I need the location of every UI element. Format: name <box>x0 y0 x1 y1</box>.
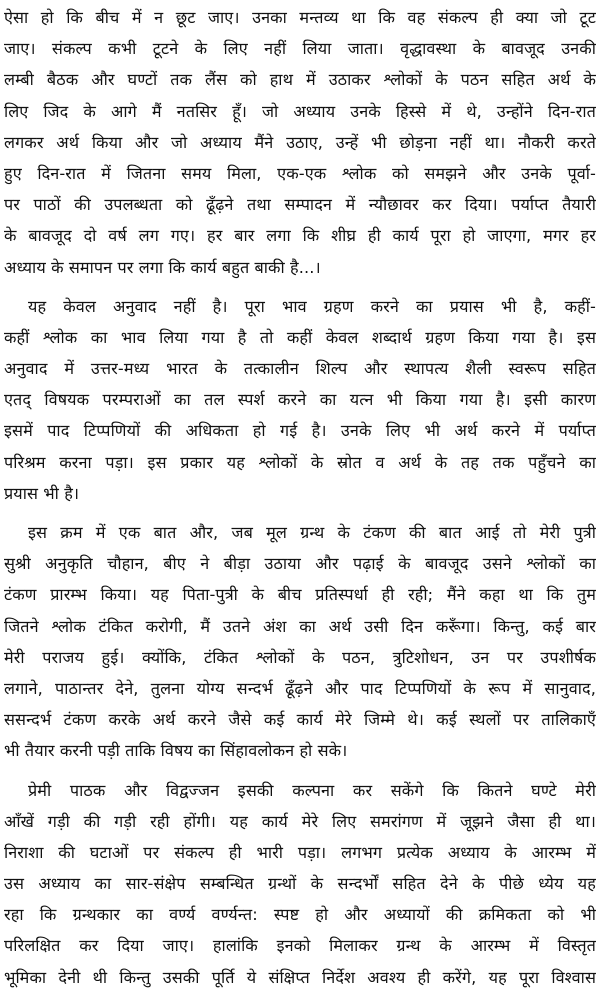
text-line: उस अध्याय का सार-संक्षेप सम्बन्धित ग्रन्थों के सन्दर्भों सहित देने के पीछे ध्येय यह <box>4 874 596 894</box>
text-line: जाए। संकल्प कभी टूटने के लिए नहीं लिया जाता। वृद्धावस्था के बावजूद उनकी <box>4 39 596 59</box>
text-line: निराशा की घटाओं पर संकल्प ही भारी पड़ा। लगभग प्रत्येक अध्याय के आरम्भ में <box>4 842 596 862</box>
text-line: ऐसा हो कि बीच में न छूट जाए। उनका मन्तव्य था कि वह संकल्प ही क्या जो टूट <box>4 8 596 27</box>
text-line: के बावजूद दो वर्ष लग गए। हर बार लगा कि शीघ्र ही कार्य पूरा हो जाएगा, मगर हर <box>4 226 596 246</box>
text-line: मेरी पराजय हुई। क्योंकि, टंकित श्लोकों के पठन, त्रुटिशोधन, उन पर उपशीर्षक <box>4 647 596 667</box>
text-line: परिलक्षित कर दिया जाए। हालांकि इनको मिलाकर ग्रन्थ के आरम्भ में विस्तृत <box>4 936 596 956</box>
text-line: यह केवल अनुवाद नहीं है। पूरा भाव ग्रहण करने का प्रयास भी है, कहीं- <box>28 296 596 316</box>
text-line: ससन्दर्भ टंकण करके अर्थ करने जैसे कई कार्य मेरे जिम्मे थे। कई स्थलों पर तालिकाएँ <box>4 710 596 730</box>
text-line: रहा कि ग्रन्थकार का वर्ण्य वर्ण्यन्त: स्पष्ट हो और अध्यायों की क्रमिकता को भी <box>4 905 596 925</box>
text-line: लगकर अर्थ किया और जो अध्याय मैंने उठाए, उन्हें भी छोड़ना नहीं था। नौकरी करते <box>4 132 596 152</box>
text-line: एतद् विषयक परम्पराओं का तल स्पर्श करने का यत्न भी किया गया है। इसी कारण <box>4 390 596 410</box>
text-line: हुए दिन-रात में जितना समय मिला, एक-एक श्लोक को समझने और उनके पूर्वा- <box>4 163 596 183</box>
text-line: भूमिका देनी थी किन्तु उसकी पूर्ति ये संक्षिप्त निर्देश अवश्य ही करेंगे, यह पूरा विश्वास <box>4 967 596 987</box>
text-line: अनुवाद में उत्तर-मध्य भारत के तत्कालीन शिल्प और स्थापत्य शैली स्वरूप सहित <box>4 359 596 379</box>
text-line: टंकण प्रारम्भ किया। यह पिता-पुत्री के बीच प्रतिस्पर्धा ही रही; मैंने कहा था कि तुम <box>4 585 596 605</box>
text-line: लगाने, पाठान्तर देने, तुलना योग्य सन्दर्भ ढूँढ़ने और पाद टिप्पणियों के रूप में सानुवाद, <box>4 678 596 698</box>
text-line: आँखें गड़ी की गड़ी रही होंगी। यह कार्य मेरे लिए समरांगण में जूझने जैसा ही था। <box>4 811 596 831</box>
text-line: इस क्रम में एक बात और, जब मूल ग्रन्थ के टंकण की बात आई तो मेरी पुत्री <box>28 523 596 542</box>
text-line: लिए जिद के आगे मैं नतसिर हूँ। जो अध्याय उनके हिस्से में थे, उन्होंने दिन-रात <box>4 101 596 121</box>
text-line: इसमें पाद टिप्पणियों की अधिकता हो गई है। उनके लिए भी अर्थ करने में पर्याप्त <box>4 421 596 441</box>
text-line: भी तैयार करनी पड़ी ताकि विषय का सिंहावलोकन हो सके। <box>4 741 348 761</box>
paragraph-1 <box>4 2 596 283</box>
text-line: लम्बी बैठक और घण्टों तक लैंस को हाथ में उठाकर श्लोकों के पठन सहित अर्थ के <box>4 70 596 90</box>
text-line: पर पाठों की उपलब्धता को ढूँढ़ने तथा सम्पादन में न्यौछावर कर दिया। पर्याप्त तैयारी <box>4 195 596 215</box>
text-line: अध्याय के समापन पर लगा कि कार्य बहुत बाकी है...। <box>4 257 321 277</box>
text-line: कहीं श्लोक का भाव लिया गया है तो कहीं केवल शब्दार्थ ग्रहण किया गया है। इस <box>4 327 596 347</box>
text-line: जितने श्लोक टंकित करोगी, मैं उतने अंश का अर्थ उसी दिन करूँगा। किन्तु, कई बार <box>4 616 596 636</box>
text-line: प्रयास भी है। <box>4 483 80 503</box>
text-line: प्रेमी पाठक और विद्वज्जन इसकी कल्पना कर सकेंगे कि कितने घण्टे मेरी <box>28 780 596 800</box>
paragraph-4 <box>4 775 596 993</box>
text-line: परिश्रम करना पड़ा। इस प्रकार यह श्लोकों के स्रोत व अर्थ के तह तक पहुँचने का <box>4 452 596 472</box>
text-line: सुश्री अनुकृति चौहान, बीए ने बीड़ा उठाया और पढ़ाई के बावजूद उसने श्लोकों का <box>4 554 596 574</box>
paragraph-3 <box>4 517 596 767</box>
paragraph-2 <box>4 291 596 509</box>
